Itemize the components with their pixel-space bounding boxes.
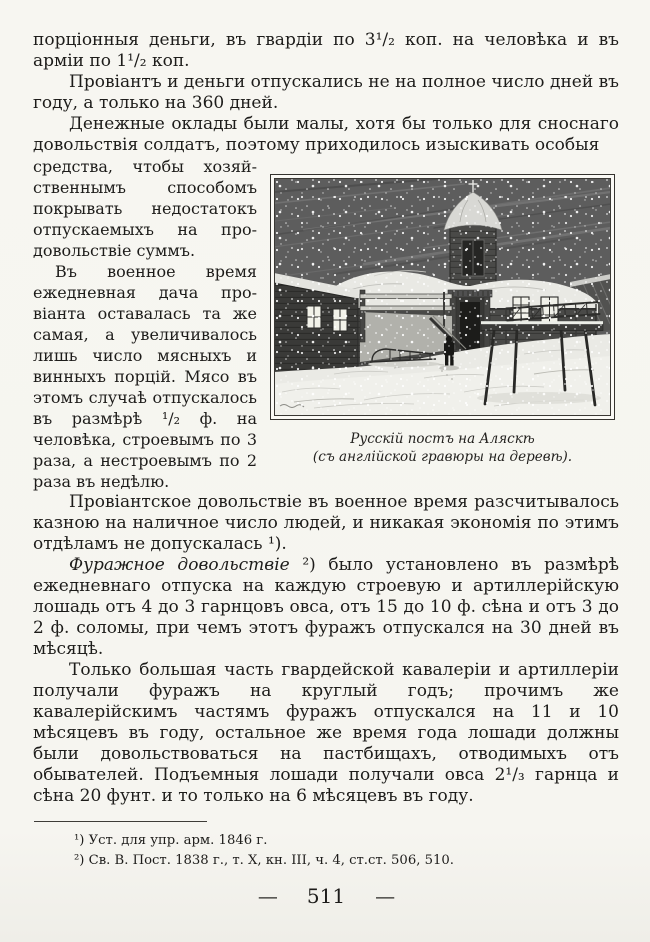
forage-allowance-text: ²) было установлено въ размѣрѣ ежедневнаго отпуска на каждую строевую и артиллерійскую лошадь отъ 4 до 3 гарнцовъ овса, отъ 15 до 10 ф. сѣна и отъ 3 до 2 ф. соломы, при чемъ этотъ фуражъ отпускался на 30 дней въ мѣсяцѣ. (33, 555, 619, 659)
text-and-figure-row (33, 156, 619, 492)
engraving-frame (270, 174, 615, 420)
paragraph-wartime-accounting: Провіантское довольствіе въ военное время разсчитывалось казною на наличное число людей, и никакая экономія по этимъ отдѣламъ не допускалась ¹). (33, 492, 619, 554)
footnote-1: ¹) Уст. для упр. арм. 1846 г. (74, 833, 268, 848)
paragraph-wartime-rations: Въ военное время ежедневная дача провіанта оставалась та же самая, а увеличивалось лишь число мясныхъ и винныхъ порцій. Мясо въ этомъ случаѣ отпускалось въ размѣрѣ ¹/₂ ф. на человѣка, строевымъ по 3 раза, а нестроевымъ по 2 раза въ недѣлю. (33, 262, 257, 491)
paragraph-cavalry-forage: Только большая часть гвардейской кавалеріи и артиллеріи получали фуражъ на круглый годъ; прочимъ же кавалерійскимъ частямъ фуражъ отпускался на 11 и 10 мѣсяцевъ въ году, остальное же время года лошади должны были довольствоваться на пастбищахъ, отводимыхъ отъ обывателей. Подъемныя лошади получали овса 2¹/₃ гарнца и сѣна 20 фунт. и то только на 6 мѣсяцевъ въ году. (33, 660, 619, 806)
footer-left-dash: — (257, 884, 277, 908)
falling-snow-layer (274, 178, 611, 416)
left-text-column (33, 156, 257, 492)
figure-column (266, 156, 619, 492)
forage-allowance-term: Фуражное довольствіе (69, 555, 290, 575)
paragraph-forage-allowance (33, 555, 619, 660)
caption-title: Русскій постъ на Аляскѣ (350, 431, 535, 447)
alaska-post-engraving-image (274, 178, 611, 416)
page-footer (33, 884, 619, 908)
caption-source: (съ англійской гравюры на деревѣ). (312, 449, 573, 465)
footnotes-section (33, 831, 619, 871)
engraving-figure (266, 174, 619, 466)
footnote-divider (34, 821, 207, 822)
paragraph-salaries-intro: Денежные оклады были малы, хотя бы только для сноснаго довольствія солдатъ, поэтому приходилось изыскивать особыя (33, 114, 619, 155)
page-number: 511 (306, 884, 346, 908)
paragraph-proviant-360-days: Провіантъ и деньги отпускались не на полное число дней въ году, а только на 360 дней. (33, 72, 619, 113)
paragraph-salaries-continued: средства, чтобы хозяйственнымъ способомъ покрывать недостатокъ отпускаемыхъ на продовольствіе суммъ. (33, 157, 257, 260)
footer-right-dash: — (375, 884, 395, 908)
footnote-2: ²) Св. В. Пост. 1838 г., т. X, кн. III, ч. 4, ст.ст. 506, 510. (74, 853, 454, 868)
paragraph-portion-money: порціонныя деньги, въ гвардіи по 3¹/₂ коп. на человѣка и въ арміи по 1¹/₂ коп. (33, 30, 619, 71)
figure-caption (266, 430, 619, 466)
